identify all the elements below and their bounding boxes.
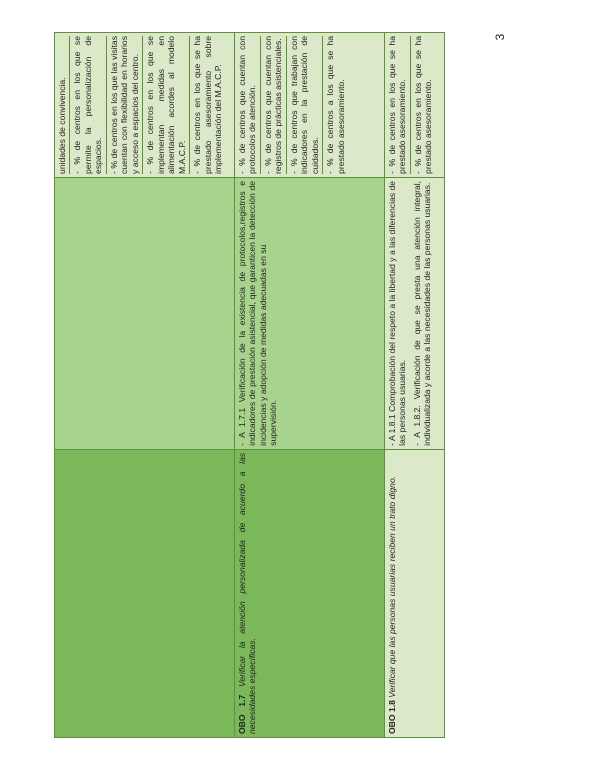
action-item: - A 1.8.2. Verificación de que se presta una atención integral, individualizada y acorde a las necesidades de las personas usuarias. xyxy=(411,180,433,446)
indicator-item: - % de centros en los que las visitas cuentan con flexibilidad en horarios y acceso a espacios del centro. xyxy=(106,36,140,174)
objectives-table xyxy=(54,32,445,738)
objective-code: OBO 1.8 xyxy=(387,700,397,734)
objective-code: OBO 1.7 xyxy=(237,694,247,734)
action-cell-empty xyxy=(55,177,235,449)
indicator-item: - % de centros en los que se permite la personalización de espacios. xyxy=(69,36,103,174)
table-row-obo-1-8 xyxy=(385,33,445,738)
indicator-item: - % de centros que trabajan con indicadores en la prestación de cuidados. xyxy=(286,36,320,174)
indicator-cell xyxy=(235,33,385,178)
action-text: - A 1.7.1 Verificación de la existencia de protocolos,registros e indicadores de prestación asistencial, que garanticen la detección de incidencias y adopción de medidas adecuadas en su xyxy=(237,180,268,446)
action-cell xyxy=(385,177,445,449)
action-item: - A 1.8.1 Comprobación del respeto a la libertad y a las diferencias de las personas usuarias. xyxy=(387,180,408,446)
table-row-obo-1-7 xyxy=(235,33,385,738)
indicator-item: - % de centros que cuentan con registros de prácticas asistenciales. xyxy=(260,36,284,174)
objective-cell xyxy=(235,449,385,737)
indicator-item: - % de centros en los que se implementan medidas en alimentación acordes al modelo M.A.C.P. xyxy=(142,36,187,174)
objective-cell xyxy=(385,449,445,737)
table-frame xyxy=(54,32,444,738)
indicator-item: - % de centros en los que se ha prestado asesoramiento. xyxy=(410,36,434,174)
page-number: 3 xyxy=(493,33,507,41)
indicator-cell xyxy=(55,33,235,178)
table-row-continuation xyxy=(55,33,235,738)
indicator-item: - % de centros que cuentan con protocolos de atención. xyxy=(237,36,258,174)
action-text-continued: supervisión. xyxy=(268,399,279,446)
rotated-table-area xyxy=(54,32,600,734)
objective-text: Verificar la atención personalizada de acuerdo a las necesidades específicas. xyxy=(237,452,258,734)
indicator-item: - % de centros en los que se ha prestado asesoramiento sobre implementación del M.A.C.P. xyxy=(189,36,223,174)
indicator-cell xyxy=(385,33,445,178)
indicator-item: unidades de convivencia. xyxy=(57,77,67,174)
action-cell xyxy=(235,177,385,449)
objective-text: Verificar que las personas usuarias reciben un trato digno. xyxy=(387,475,397,698)
indicator-item: - % de centros a los que se ha prestado asesoramiento. xyxy=(322,36,346,174)
indicator-item: - % de centros en los que se ha prestado asesoramiento. xyxy=(387,36,408,174)
objective-cell-empty xyxy=(55,449,235,737)
